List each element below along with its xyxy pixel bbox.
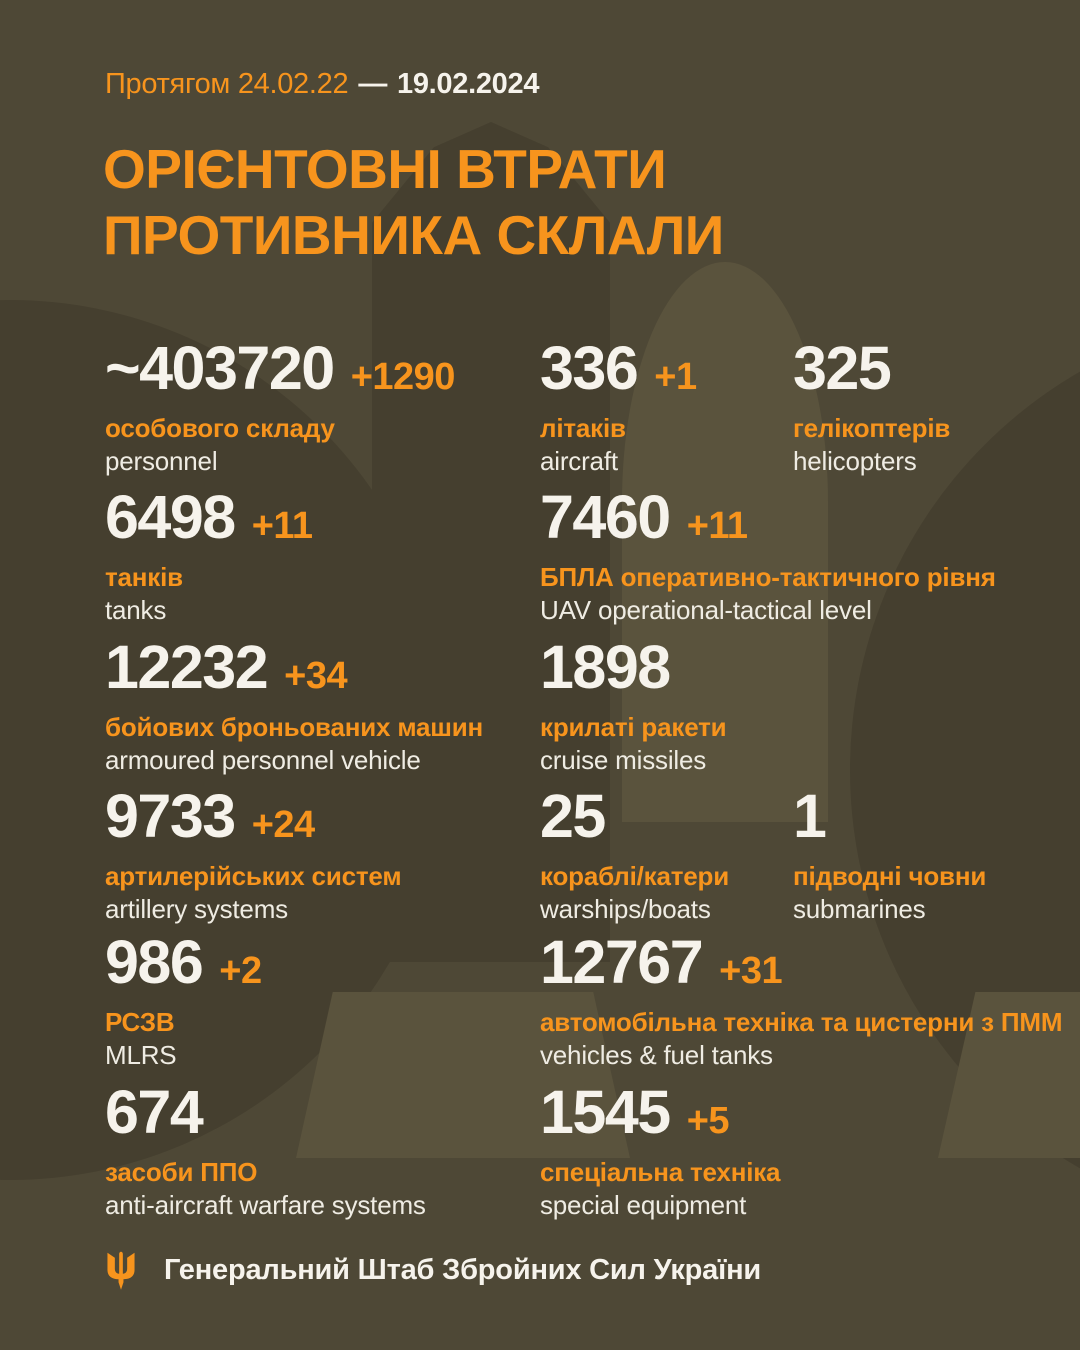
stat-artillery — [105, 782, 402, 926]
stat-label-ua: особового складу — [105, 413, 335, 443]
stat-label-en: vehicles & fuel tanks — [540, 1040, 773, 1070]
stat-label-ua: гелікоптерів — [793, 413, 951, 443]
stat-submarines — [793, 782, 987, 926]
stat-value: 986 — [105, 928, 203, 996]
period-date: 19.02.2024 — [397, 68, 540, 100]
stat-tanks — [105, 483, 313, 627]
stat-armoured-vehicles — [105, 633, 484, 777]
period-line — [105, 68, 539, 101]
stat-label-ua: підводні човни — [793, 861, 987, 891]
page-title — [103, 136, 724, 268]
stat-value: ~403720 — [105, 334, 334, 402]
stat-label-en: aircraft — [540, 446, 618, 476]
stat-label-en: armoured personnel vehicle — [105, 745, 421, 775]
stat-value: 25 — [540, 782, 605, 850]
stat-label-en: MLRS — [105, 1040, 177, 1070]
stat-label-en: warships/boats — [540, 894, 711, 924]
footer — [105, 1246, 761, 1294]
tryzub-trident-icon — [105, 1246, 137, 1294]
stat-helicopters — [793, 334, 951, 478]
stat-label-ua: артилерійських систем — [105, 861, 402, 891]
stat-label-ua: БПЛА оперативно-тактичного рівня — [540, 562, 996, 592]
stat-label-en: submarines — [793, 894, 926, 924]
stat-value: 12232 — [105, 633, 268, 701]
period-dash: — — [358, 68, 388, 100]
stat-label-ua: бойових броньованих машин — [105, 712, 484, 742]
stat-aircraft — [540, 334, 697, 478]
stat-uav — [540, 483, 996, 627]
stat-value: 336 — [540, 334, 638, 402]
stat-value: 1 — [793, 782, 826, 850]
stat-delta: +1 — [654, 356, 697, 398]
stat-label-en: artillery systems — [105, 894, 288, 924]
stat-label-en: special equipment — [540, 1190, 747, 1220]
stat-label-en: cruise missiles — [540, 745, 707, 775]
period-prefix: Протягом 24.02.22 — [105, 68, 349, 100]
stat-value: 7460 — [540, 483, 670, 551]
stat-special-equipment — [540, 1078, 781, 1222]
stat-label-ua: літаків — [540, 413, 626, 443]
page-title-line1: ОРІЄНТОВНІ ВТРАТИ — [103, 138, 667, 200]
stat-vehicles-fuel-tanks — [540, 928, 1063, 1072]
stat-label-ua: РСЗВ — [105, 1007, 175, 1037]
stat-label-en: personnel — [105, 446, 218, 476]
stat-value: 9733 — [105, 782, 235, 850]
stat-delta: +34 — [284, 655, 348, 697]
stat-delta: +24 — [251, 804, 315, 846]
stat-value: 674 — [105, 1078, 203, 1146]
stat-label-ua: автомобільна техніка та цистерни з ПММ — [540, 1007, 1063, 1037]
stat-label-ua: кораблі/катери — [540, 861, 730, 891]
stat-label-ua: крилаті ракети — [540, 712, 727, 742]
stat-delta: +1290 — [350, 356, 455, 398]
stat-value: 1545 — [540, 1078, 670, 1146]
stat-cruise-missiles — [540, 633, 727, 777]
stat-label-en: anti-aircraft warfare systems — [105, 1190, 426, 1220]
page-title-line2: ПРОТИВНИКА СКЛАЛИ — [103, 204, 724, 266]
stat-value: 1898 — [540, 633, 670, 701]
stat-label-en: tanks — [105, 595, 167, 625]
stat-value: 6498 — [105, 483, 235, 551]
stat-delta: +31 — [719, 950, 783, 992]
stat-warships — [540, 782, 730, 926]
stat-value: 325 — [793, 334, 891, 402]
stat-label-ua: спеціальна техніка — [540, 1157, 781, 1187]
stat-delta: +2 — [219, 950, 262, 992]
stat-delta: +5 — [686, 1100, 730, 1142]
stat-label-ua: танків — [105, 562, 183, 592]
stat-anti-aircraft — [105, 1078, 426, 1222]
stat-label-en: UAV operational-tactical level — [540, 595, 872, 625]
stat-personnel — [105, 334, 455, 478]
stat-value: 12767 — [540, 928, 703, 996]
stat-delta: +11 — [251, 505, 313, 547]
stat-label-en: helicopters — [793, 446, 917, 476]
footer-org-name: Генеральний Штаб Збройних Сил України — [164, 1253, 762, 1286]
stat-mlrs — [105, 928, 262, 1072]
stat-delta: +11 — [686, 505, 748, 547]
stat-label-ua: засоби ППО — [105, 1157, 258, 1187]
